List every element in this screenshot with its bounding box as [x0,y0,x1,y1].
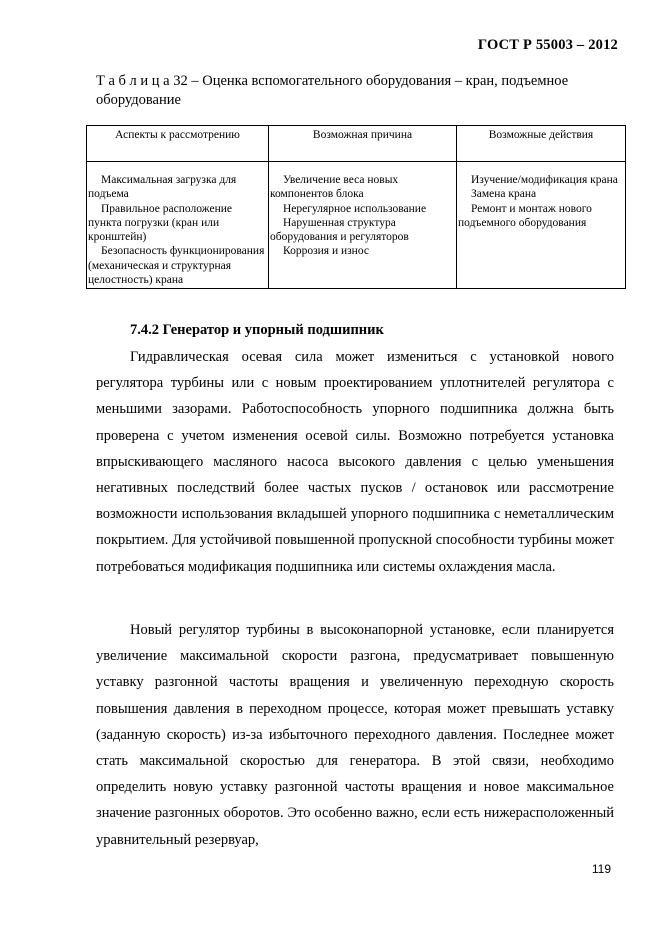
aspect-item: Максимальная загрузка для подъема [88,174,237,201]
equipment-assessment-table [86,125,626,289]
column-header-aspects: Аспекты к рассмотрению [87,126,269,162]
action-item: Ремонт и монтаж нового подъемного оборудования [458,202,592,229]
action-item: Изучение/модификация крана [471,174,618,186]
table-caption: Т а б л и ц а 32 – Оценка вспомогательного оборудования – кран, подъемное оборудование [96,73,569,108]
body-paragraph: Гидравлическая осевая сила может измениться с установкой нового регулятора турбины или с новым проектированием уплотнителей регулятора с меньшими зазорами. Работоспособность упорного подшипника должна быть проверена с учетом изменения осевой силы. Возможно потребуется установка впрыскивающего масляного насоса высокого давления с целью уменьшения негативных последствий более частых пусков / остановок или рассмотрение возможности использования вкладышей упорного подшипника с неметаллическим покрытием. Для устойчивой повышенной пропускной способности турбины может потребоваться модификация подшипника или системы охлаждения масла. [96,349,614,575]
actions-cell [457,162,626,289]
cause-item: Нерегулярное использование [283,202,427,215]
page-number: 119 [591,862,611,876]
causes-cell [269,162,457,289]
cause-item: Нарушенная структура оборудования и регуляторов [270,216,409,244]
cause-item: Коррозия и износ [283,245,369,258]
column-header-causes: Возможная причина [269,126,457,162]
section-heading: 7.4.2 Генератор и упорный подшипник [130,322,384,338]
table-header-row [87,126,626,162]
cause-item: Увеличение веса новых компонентов блока [270,174,399,201]
aspects-cell [87,162,269,289]
column-header-actions: Возможные действия [457,126,626,162]
document-standard-header: ГОСТ Р 55003 – 2012 [477,37,618,53]
action-item: Замена крана [471,188,537,201]
aspect-item: Правильное расположение пункта погрузки (кран или кронштейн) [88,202,232,244]
aspect-item: Безопасность функционирования (механическая и структурная целостность) крана [88,245,265,287]
table-row [87,162,626,289]
body-paragraph: Новый регулятор турбины в высоконапорной установке, если планируется увеличение максимальной скорости разгона, предусматривает повышенную уставку разгонной частоты вращения и увеличенную переходную скорость повышения давления в переходном процессе, которая может превышать уставку (заданную скорость) из-за избыточного переходного давления. Последнее может стать максимальной скоростью для генератора. В этой связи, необходимо определить новую уставку разгонной частоты вращения и новое максимальное значение разгонных оборотов. Это особенно важно, если есть нижерасположенный уравнительный резервуар, [96,622,614,848]
